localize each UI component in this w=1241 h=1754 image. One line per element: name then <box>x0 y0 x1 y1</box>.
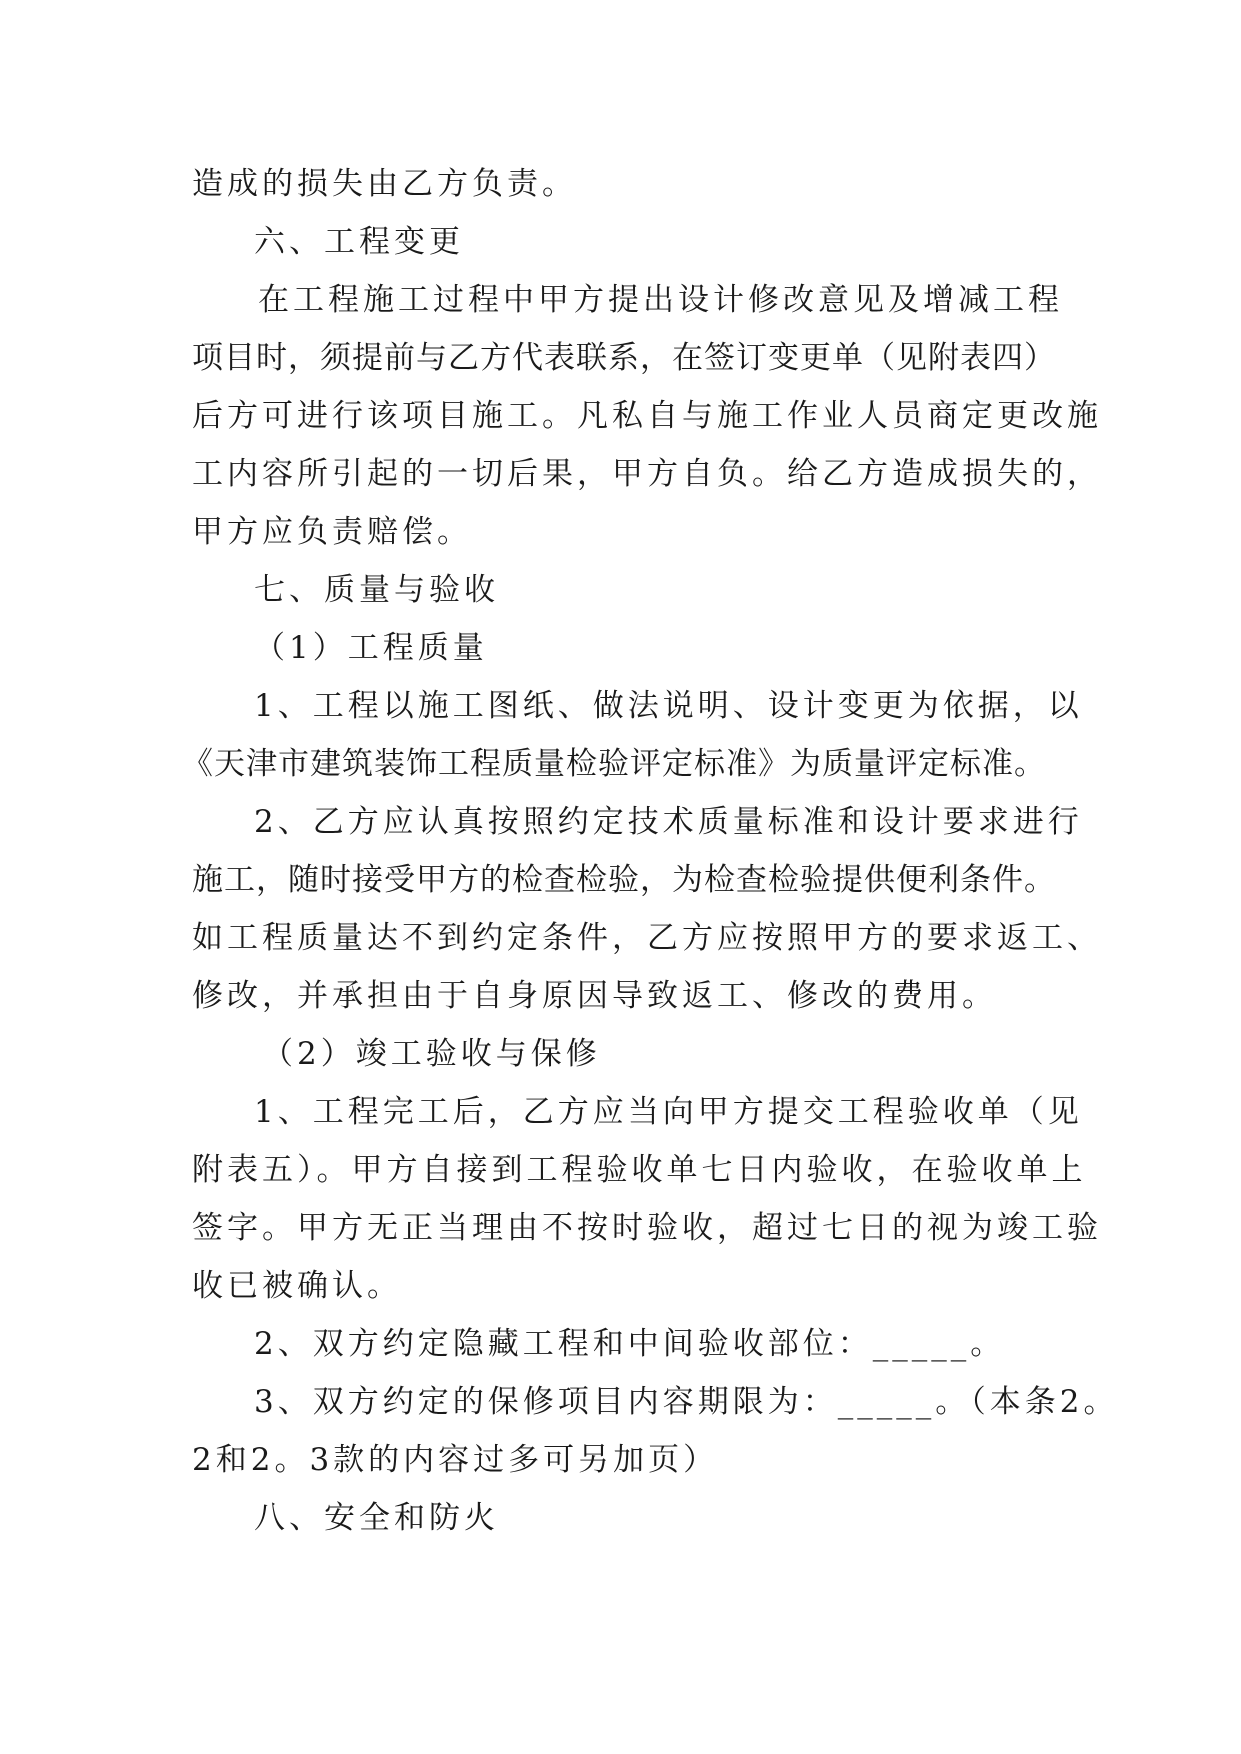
subsection-heading: （1）工程质量 <box>254 630 488 666</box>
text-line: 3、双方约定的保修项目内容期限为：_____。（本条2。 <box>254 1384 1119 1420</box>
section-heading: 七、质量与验收 <box>254 572 499 608</box>
text-line: 签字。甲方无正当理由不按时验收，超过七日的视为竣工验 <box>192 1210 1102 1246</box>
text-line: 2和2。3款的内容过多可另加页） <box>192 1442 719 1478</box>
text-line: 施工，随时接受甲方的检查检验，为检查检验提供便利条件。 <box>192 862 1056 898</box>
text-line: 附表五）。甲方自接到工程验收单七日内验收，在验收单上 <box>192 1152 1087 1188</box>
text-line: 项目时，须提前与乙方代表联系，在签订变更单（见附表四） <box>192 340 1056 376</box>
text-line: 《天津市建筑装饰工程质量检验评定标准》为质量评定标准。 <box>182 746 1046 782</box>
text-line: 修改，并承担由于自身原因导致返工、修改的费用。 <box>192 978 997 1014</box>
text-line: 工内容所引起的一切后果，甲方自负。给乙方造成损失的， <box>192 456 1102 492</box>
text-line: 后方可进行该项目施工。凡私自与施工作业人员商定更改施 <box>192 398 1102 434</box>
text-line: 2、双方约定隐藏工程和中间验收部位：_____。 <box>254 1326 1006 1362</box>
section-heading: 八、安全和防火 <box>254 1500 499 1536</box>
text-line: 如工程质量达不到约定条件，乙方应按照甲方的要求返工、 <box>192 920 1102 956</box>
text-line: 1、工程以施工图纸、做法说明、设计变更为依据，以 <box>254 688 1083 724</box>
section-heading: 六、工程变更 <box>254 224 464 260</box>
text-line: 在工程施工过程中甲方提出设计修改意见及增减工程 <box>258 282 1063 318</box>
text-line: 2、乙方应认真按照约定技术质量标准和设计要求进行 <box>254 804 1083 840</box>
text-line: 收已被确认。 <box>192 1268 402 1304</box>
text-line: 1、工程完工后，乙方应当向甲方提交工程验收单（见 <box>254 1094 1083 1130</box>
text-line: 甲方应负责赔偿。 <box>192 514 472 550</box>
text-line: 造成的损失由乙方负责。 <box>192 166 577 202</box>
subsection-heading: （2）竣工验收与保修 <box>262 1036 601 1072</box>
